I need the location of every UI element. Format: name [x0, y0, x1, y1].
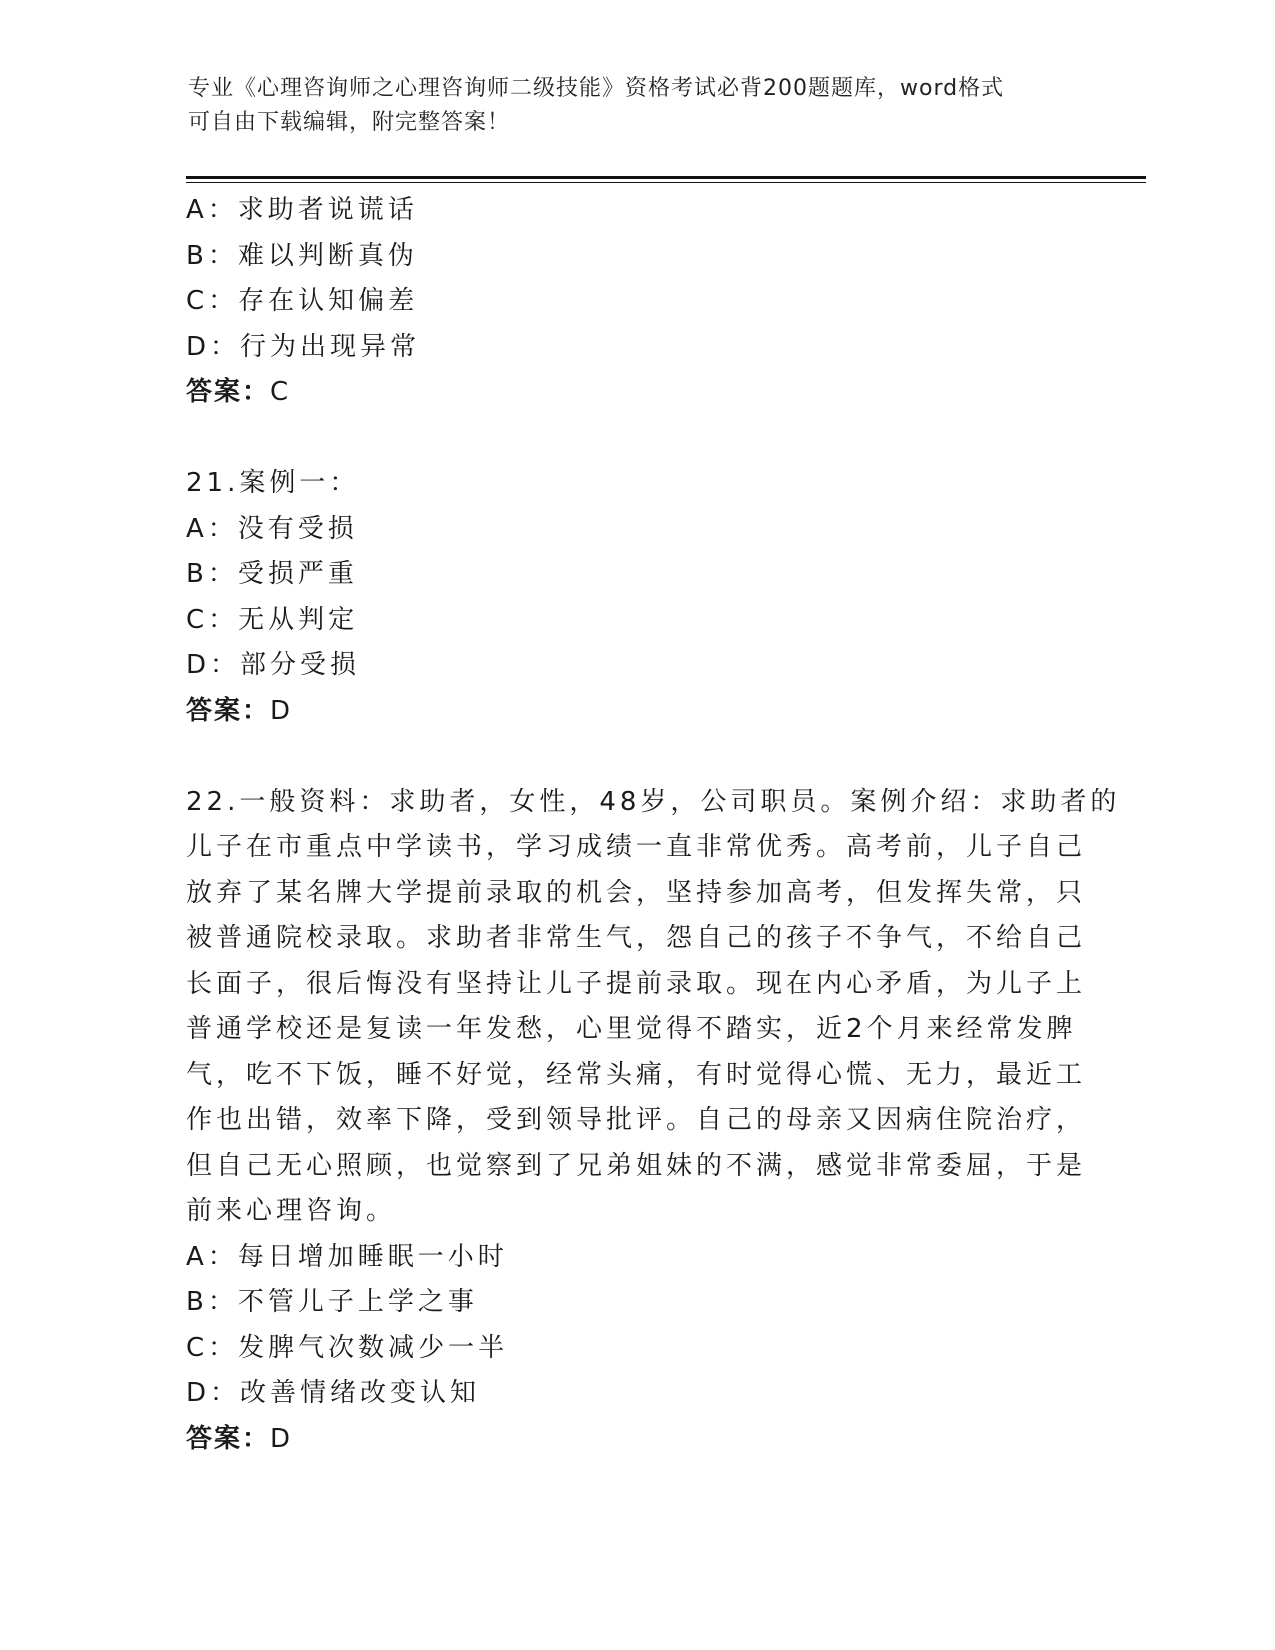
option-d: D：行为出现异常 [186, 331, 421, 362]
option-b: B：受损严重 [186, 559, 358, 589]
answer-value: D [270, 1423, 293, 1454]
question-20 [186, 188, 1086, 416]
answer-value: D [270, 695, 293, 726]
answer-label: 答案： [186, 377, 271, 407]
question-list [186, 188, 1121, 1462]
question-22 [186, 780, 1121, 1463]
option-a: A：每日增加睡眠一小时 [186, 1241, 508, 1272]
header-line-1: 专业《心理咨询师之心理咨询师二级技能》资格考试必背200题题库，word格式 [188, 76, 1005, 101]
header-line-2: 可自由下载编辑，附完整答案！ [188, 110, 511, 135]
option-c: C：存在认知偏差 [186, 286, 419, 316]
question-stem-line: 普通学校还是复读一年发愁，心里觉得不踏实，近2个月来经常发脾 [186, 1014, 1077, 1044]
question-stem-line: 22.一般资料：求助者，女性，48岁，公司职员。案例介绍：求助者的 [186, 786, 1121, 817]
answer-label: 答案： [186, 695, 271, 726]
spacer [186, 416, 1086, 462]
question-stem-line: 气，吃不下饭，睡不好觉，经常头痛，有时觉得心慌、无力，最近工 [186, 1059, 1087, 1090]
option-d: D：改善情绪改变认知 [186, 1378, 481, 1408]
option-a: A：求助者说谎话 [186, 195, 418, 225]
option-c: C：无从判定 [186, 604, 359, 635]
answer-line [186, 689, 1086, 735]
question-stem-line: 长面子，很后悔没有坚持让儿子提前录取。现在内心矛盾，为儿子上 [186, 968, 1087, 999]
answer-value: C [270, 377, 291, 407]
option-d: D：部分受损 [186, 650, 361, 680]
option-b: B：不管儿子上学之事 [186, 1287, 478, 1317]
question-stem-line: 但自己无心照顾，也觉察到了兄弟姐妹的不满，感觉非常委屈，于是 [186, 1150, 1087, 1181]
document-header [188, 72, 1088, 140]
question-stem-line: 儿子在市重点中学读书，学习成绩一直非常优秀。高考前，儿子自己 [186, 832, 1087, 862]
option-c: C：发脾气次数减少一半 [186, 1332, 509, 1363]
header-divider-thick [186, 176, 1146, 179]
option-b: B：难以判断真伪 [186, 240, 418, 271]
question-21 [186, 461, 1086, 734]
header-divider-thin [186, 182, 1146, 183]
answer-line [186, 370, 1086, 416]
answer-line [186, 1417, 1086, 1463]
question-stem-line: 作也出错，效率下降，受到领导批评。自己的母亲又因病住院治疗， [186, 1105, 1087, 1135]
answer-label: 答案： [186, 1423, 271, 1454]
option-a: A：没有受损 [186, 513, 358, 544]
spacer [186, 734, 1086, 780]
question-stem-line: 前来心理咨询。 [186, 1196, 397, 1226]
question-stem-line: 被普通院校录取。求助者非常生气，怨自己的孩子不争气，不给自己 [186, 923, 1087, 953]
question-stem: 21.案例一： [186, 468, 360, 498]
question-stem-line: 放弃了某名牌大学提前录取的机会，坚持参加高考，但发挥失常，只 [186, 877, 1087, 908]
